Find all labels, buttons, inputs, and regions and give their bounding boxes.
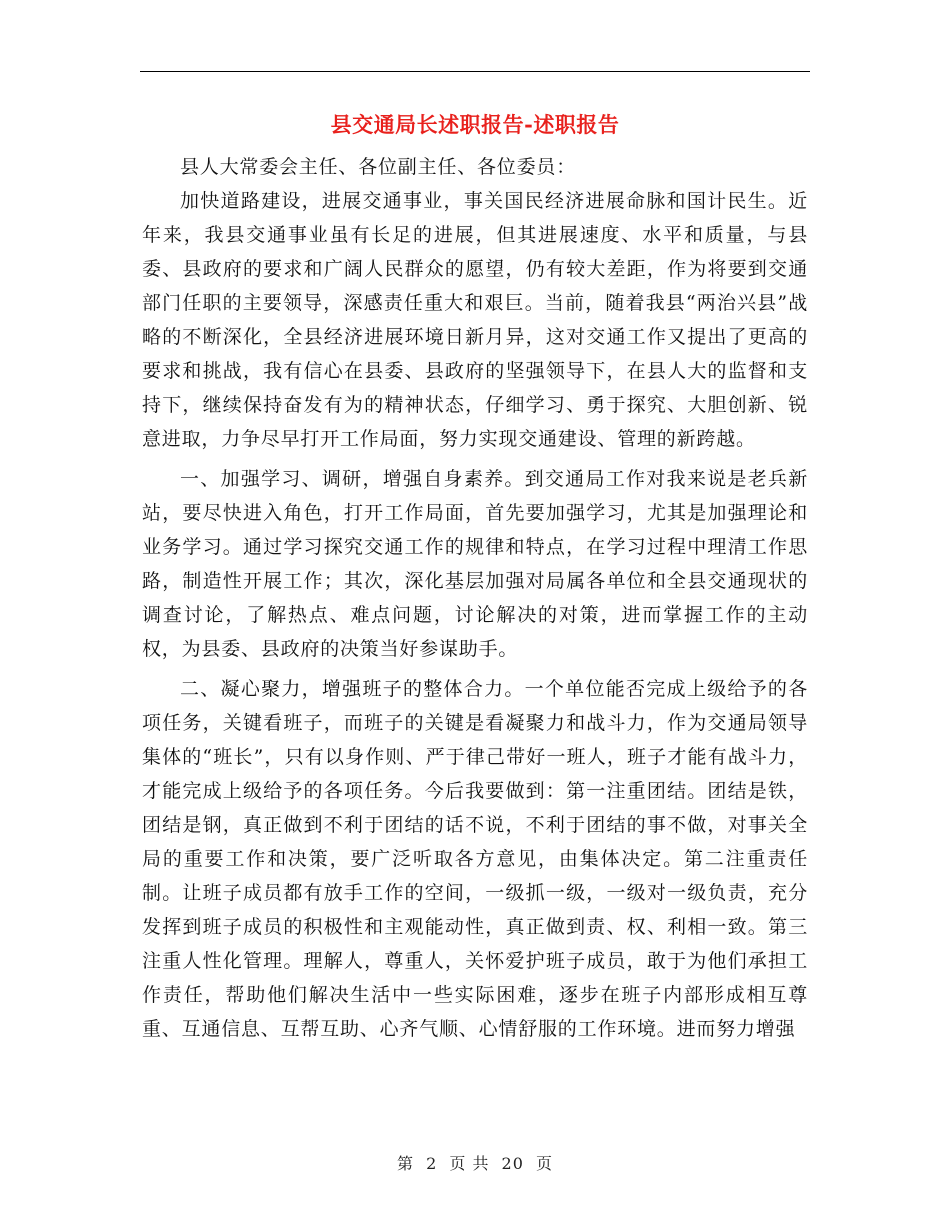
total-page-count: 20 xyxy=(501,1154,524,1173)
current-page-number: 2 xyxy=(426,1154,438,1173)
salutation: 县人大常委会主任、各位副主任、各位委员： xyxy=(180,156,577,178)
footer-prefix: 第 xyxy=(396,1154,414,1173)
paragraph-section-1: 一、加强学习、调研，增强自身素养。到交通局工作对我来说是老兵新站，要尽快进入角色，打开工作局面，首先要加强学习，尤其是加强理论和业务学习。通过学习探究交通工作的规律和特点，在学习过程中理清工作思路，制造性开展工作；其次，深化基层加强对局属各单位和全县交通现状的调查讨论，了解热点、难点问题，讨论解决的对策，进而掌握工作的主动权，为县委、县政府的决策当好参谋助手。 xyxy=(142,468,808,660)
footer-suffix: 页 xyxy=(536,1154,554,1173)
footer-middle: 页 共 xyxy=(449,1154,490,1173)
paragraph-section-2: 二、凝心聚力，增强班子的整体合力。一个单位能否完成上级给予的各项任务，关键看班子，而班子的关键是看凝聚力和战斗力，作为交通局领导集体的“班长”，只有以身作则、严于律己带好一班人，班子才能有战斗力，才能完成上级给予的各项任务。今后我要做到：第一注重团结。团结是铁，团结是钢，真正做到不利于团结的话不说，不利于团结的事不做，对事关全局的重要工作和决策，要广泛听取各方意见，由集体决定。第二注重责任制。让班子成员都有放手工作的空间，一级抓一级，一级对一级负责，充分发挥到班子成员的积极性和主观能动性，真正做到责、权、利相一致。第三注重人性化管理。理解人，尊重人，关怀爱护班子成员，敢于为他们承担工作责任，帮助他们解决生活中一些实际困难，逐步在班子内部形成相互尊重、互通信息、互帮互助、心齐气顺、心情舒服的工作环境。进而努力增强 xyxy=(142,678,808,1040)
document-title: 县交通局长述职报告-述职报告 xyxy=(330,112,620,137)
document-body xyxy=(142,150,808,1046)
paragraph-intro: 加快道路建设，进展交通事业，事关国民经济进展命脉和国计民生。近年来，我县交通事业虽有长足的进展，但其进展速度、水平和质量，与县委、县政府的要求和广阔人民群众的愿望，仍有较大差距，作为将要到交通部门任职的主要领导，深感责任重大和艰巨。当前，随着我县“两治兴县”战略的不断深化，全县经济进展环境日新月异，这对交通工作又提出了更高的要求和挑战，我有信心在县委、县政府的坚强领导下，在县人大的监督和支持下，继续保持奋发有为的精神状态，仔细学习、勇于探究、大胆创新、锐意进取，力争尽早打开工作局面，努力实现交通建设、管理的新跨越。 xyxy=(142,190,808,450)
header-rule xyxy=(140,71,810,72)
page-footer xyxy=(0,1152,950,1176)
